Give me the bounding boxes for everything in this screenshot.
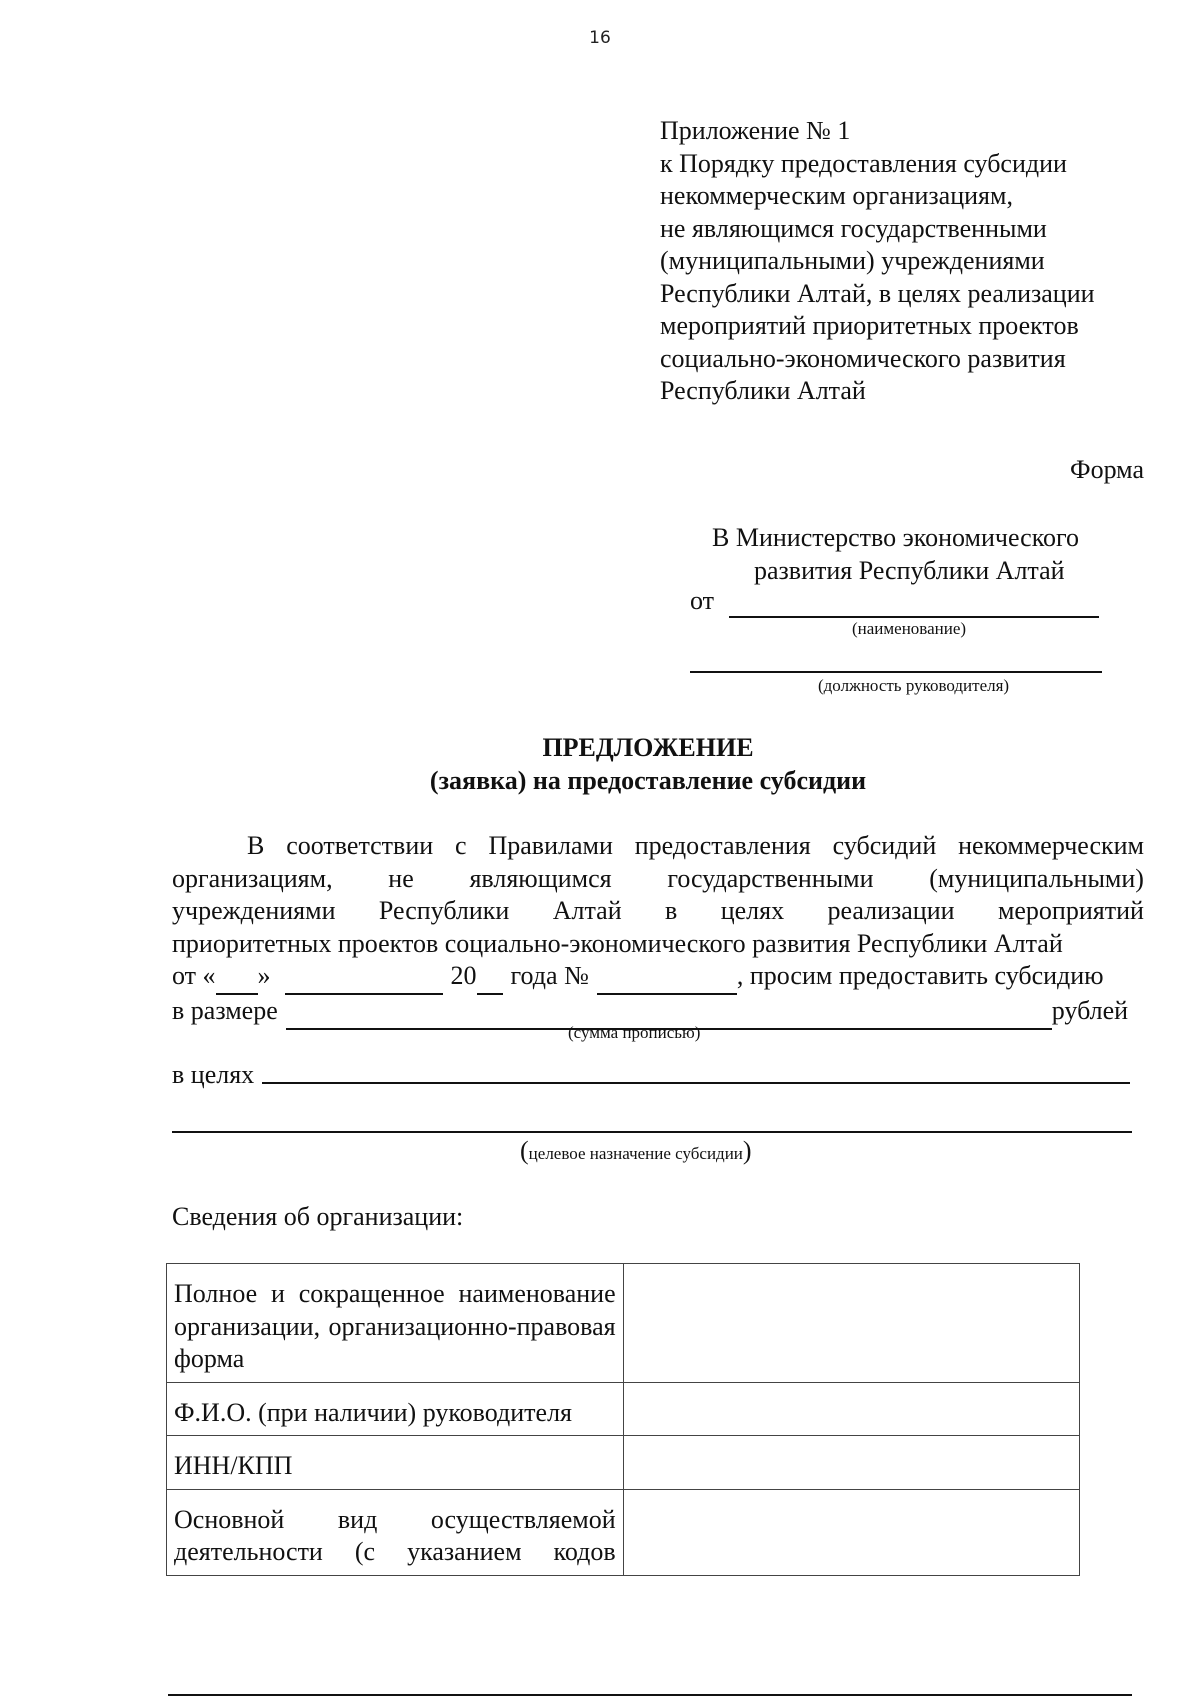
table-row [167,1489,1080,1575]
goal-field-continued[interactable] [172,1131,1132,1133]
appendix-line: к Порядку предоставления субсидии [660,148,1067,178]
table-label: Полное и сокращенное наименование организации, организационно-правовая форма [167,1264,624,1383]
name-hint: (наименование) [852,619,967,638]
table-row [167,1436,1080,1490]
body-line-3: учреждениями Республики Алтай в целях реализации мероприятий [172,896,1144,926]
org-info-table [166,1263,1080,1576]
goal-label: в целях [172,1060,255,1089]
body-line-6: в размере рублей [172,995,1144,1030]
appendix-line: некоммерческим организациям, [660,181,1013,210]
appendix-line: Республики Алтай, в целях реализации [660,278,1095,308]
table-label: Ф.И.О. (при наличии) руководителя [167,1382,624,1436]
recipient-line-1: В Министерство экономического [712,523,1080,552]
document-title [0,731,1200,797]
position-hint: (должность руководителя) [818,676,1010,695]
title-sub: (заявка) на предоставление субсидии [429,766,867,795]
table-row [167,1382,1080,1436]
appendix-line: социально-экономического развития [660,343,1066,373]
body-line-4: приоритетных проектов социально-экономического развития Республики Алтай [172,928,1063,958]
body-line-1: В соответствии с Правилами предоставления субсидий некоммерческим [247,831,1144,860]
title-main: ПРЕДЛОЖЕНИЕ [542,733,754,762]
from-row [690,586,1099,618]
table-value-cell[interactable] [623,1382,1079,1436]
appendix-line: (муниципальными) учреждениями [660,246,1045,275]
recipient-block [700,521,1140,587]
page-number: 16 [589,28,611,48]
appendix-line: не являющимся государственными [660,213,1047,243]
from-label: от [690,586,715,615]
month-field[interactable] [285,960,443,995]
number-field[interactable] [597,960,737,995]
body-paragraph [172,830,1144,1030]
table-value-cell[interactable] [623,1436,1079,1490]
footer-rule [168,1694,1132,1696]
body-line-5: от « » 20 года № , просим предоставить субсидию [172,960,1144,995]
table-label: ИНН/КПП [167,1436,624,1490]
goal-field[interactable] [262,1082,1130,1084]
appendix-line: Республики Алтай [660,376,866,405]
table-value-cell[interactable] [623,1489,1079,1575]
appendix-line: мероприятий приоритетных проектов [660,311,1079,340]
table-row [167,1264,1080,1383]
table-label: Основной вид осуществляемой деятельности (с указанием кодов [167,1489,624,1575]
organization-name-field[interactable] [729,586,1099,618]
goal-hint: (целевое назначение субсидии) [520,1136,752,1165]
position-field[interactable] [690,671,1102,673]
form-label: Форма [1070,455,1144,484]
sum-hint: (сумма прописью) [568,1023,701,1042]
appendix-header [660,115,1180,408]
recipient-line-2: развития Республики Алтай [754,556,1065,585]
appendix-line: Приложение № 1 [660,116,851,145]
table-value-cell[interactable] [623,1264,1079,1383]
goal-row [172,1060,1130,1090]
org-info-heading: Сведения об организации: [172,1202,464,1231]
day-field[interactable] [216,960,258,995]
year-field[interactable] [477,960,503,995]
body-line-2: организациям, не являющимся государственными (муниципальными) [172,863,1144,893]
